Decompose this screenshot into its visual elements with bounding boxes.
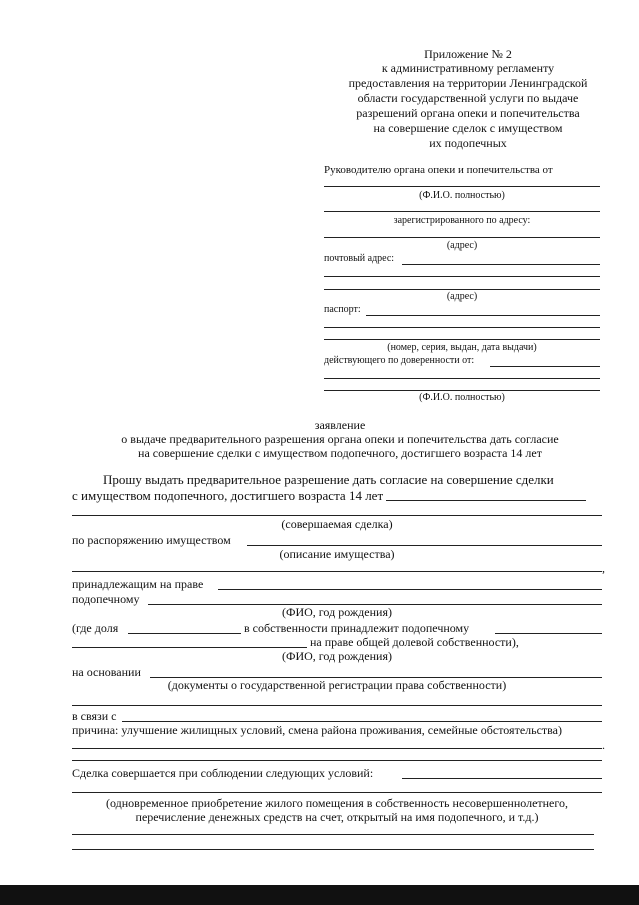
reason-hint: причина: улучшение жилищных условий, смена района проживания, семейные обстоятельства) bbox=[72, 723, 563, 737]
deal-line[interactable] bbox=[72, 515, 602, 516]
fio-birth-hint-1: (ФИО, год рождения) bbox=[282, 605, 392, 619]
proxy-label: действующего по доверенности от: bbox=[324, 355, 475, 366]
proxy-date-line[interactable] bbox=[490, 366, 600, 367]
property-line[interactable] bbox=[72, 571, 602, 572]
in-connection-line[interactable] bbox=[122, 721, 602, 722]
proxy-fio-hint: (Ф.И.О. полностью) bbox=[419, 392, 505, 403]
fio-hint: (Ф.И.О. полностью) bbox=[419, 190, 505, 201]
owned-right-label: принадлежащим на праве bbox=[72, 577, 204, 591]
common-share-line[interactable] bbox=[72, 647, 307, 648]
conditions-label: Сделка совершается при соблюдении следующих условий: bbox=[72, 766, 374, 780]
address-hint-1: (адрес) bbox=[446, 240, 478, 251]
conditions-line-3[interactable] bbox=[72, 834, 594, 835]
conditions-hint-1: (одновременное приобретение жилого помещения в собственность несовершеннолетнего, bbox=[105, 796, 569, 810]
share-line[interactable] bbox=[128, 633, 241, 634]
postal-line-3[interactable] bbox=[324, 289, 600, 290]
proxy-line-2[interactable] bbox=[324, 390, 600, 391]
passport-line-1[interactable] bbox=[366, 315, 600, 316]
disposal-line[interactable] bbox=[247, 545, 602, 546]
conditions-hint-2: перечисление денежных средств на счет, открытый на имя подопечного, и т.д.) bbox=[135, 810, 539, 824]
reason-line[interactable] bbox=[72, 748, 602, 749]
passport-label: паспорт: bbox=[324, 304, 361, 315]
owned-right-line[interactable] bbox=[218, 589, 602, 590]
request-line-field[interactable] bbox=[386, 500, 586, 501]
registered-line[interactable] bbox=[324, 237, 600, 238]
disposal-label: по распоряжению имуществом bbox=[72, 533, 231, 547]
fio-line-2[interactable] bbox=[324, 211, 600, 212]
conditions-line-4[interactable] bbox=[72, 849, 594, 850]
fio-line[interactable] bbox=[324, 186, 600, 187]
deal-hint: (совершаемая сделка) bbox=[281, 517, 393, 531]
passport-line-3[interactable] bbox=[324, 339, 600, 340]
in-connection-label: в связи с bbox=[72, 709, 117, 723]
appendix-line-6: на совершение сделок с имуществом bbox=[373, 121, 563, 135]
postal-label: почтовый адрес: bbox=[324, 253, 395, 264]
share-owner-line[interactable] bbox=[495, 633, 602, 634]
postal-line-2[interactable] bbox=[324, 276, 600, 277]
fio-birth-hint-2: (ФИО, год рождения) bbox=[282, 649, 392, 663]
title-line-1: о выдаче предварительного разрешения органа опеки и попечительства дать согласие bbox=[121, 432, 559, 446]
common-share-label: на праве общей долевой собственности), bbox=[310, 635, 519, 649]
comma: , bbox=[602, 561, 605, 575]
share-owned-label: в собственности принадлежит подопечному bbox=[244, 621, 470, 635]
appendix-line-2: к административному регламенту bbox=[381, 61, 555, 75]
reason-line-2[interactable] bbox=[72, 760, 602, 761]
ward-label: подопечному bbox=[72, 592, 140, 606]
proxy-line-1[interactable] bbox=[324, 378, 600, 379]
address-hint-2: (адрес) bbox=[446, 291, 478, 302]
docs-hint: (документы о государственной регистрации права собственности) bbox=[167, 678, 507, 692]
property-hint: (описание имущества) bbox=[279, 547, 395, 561]
appendix-line-5: разрешений органа опеки и попечительства bbox=[356, 106, 580, 120]
to-head-label: Руководителю органа опеки и попечительства от bbox=[324, 164, 553, 176]
conditions-line-2[interactable] bbox=[72, 792, 602, 793]
request-line-2: с имуществом подопечного, достигшего возраста 14 лет bbox=[72, 488, 384, 503]
passport-hint: (номер, серия, выдан, дата выдачи) bbox=[387, 342, 537, 353]
docs-line[interactable] bbox=[72, 705, 602, 706]
registered-label: зарегистрированного по адресу: bbox=[393, 215, 531, 226]
title-line-2: на совершение сделки с имуществом подопечного, достигшего возраста 14 лет bbox=[138, 446, 542, 460]
scan-edge-bar bbox=[0, 885, 639, 905]
request-line-1: Прошу выдать предварительное разрешение дать согласие на совершение сделки bbox=[103, 472, 554, 487]
appendix-line-4: области государственной услуги по выдаче bbox=[357, 91, 579, 105]
postal-line-1[interactable] bbox=[402, 264, 600, 265]
share-open-label: (где доля bbox=[72, 621, 119, 635]
appendix-line-1: Приложение № 2 bbox=[424, 47, 512, 61]
passport-line-2[interactable] bbox=[324, 327, 600, 328]
period: . bbox=[602, 738, 605, 752]
appendix-line-7: их подопечных bbox=[429, 136, 507, 150]
appendix-line-3: предоставления на территории Ленинградской bbox=[348, 76, 588, 90]
basis-label: на основании bbox=[72, 665, 141, 679]
conditions-line-1[interactable] bbox=[402, 778, 602, 779]
title-word: заявление bbox=[314, 418, 366, 432]
